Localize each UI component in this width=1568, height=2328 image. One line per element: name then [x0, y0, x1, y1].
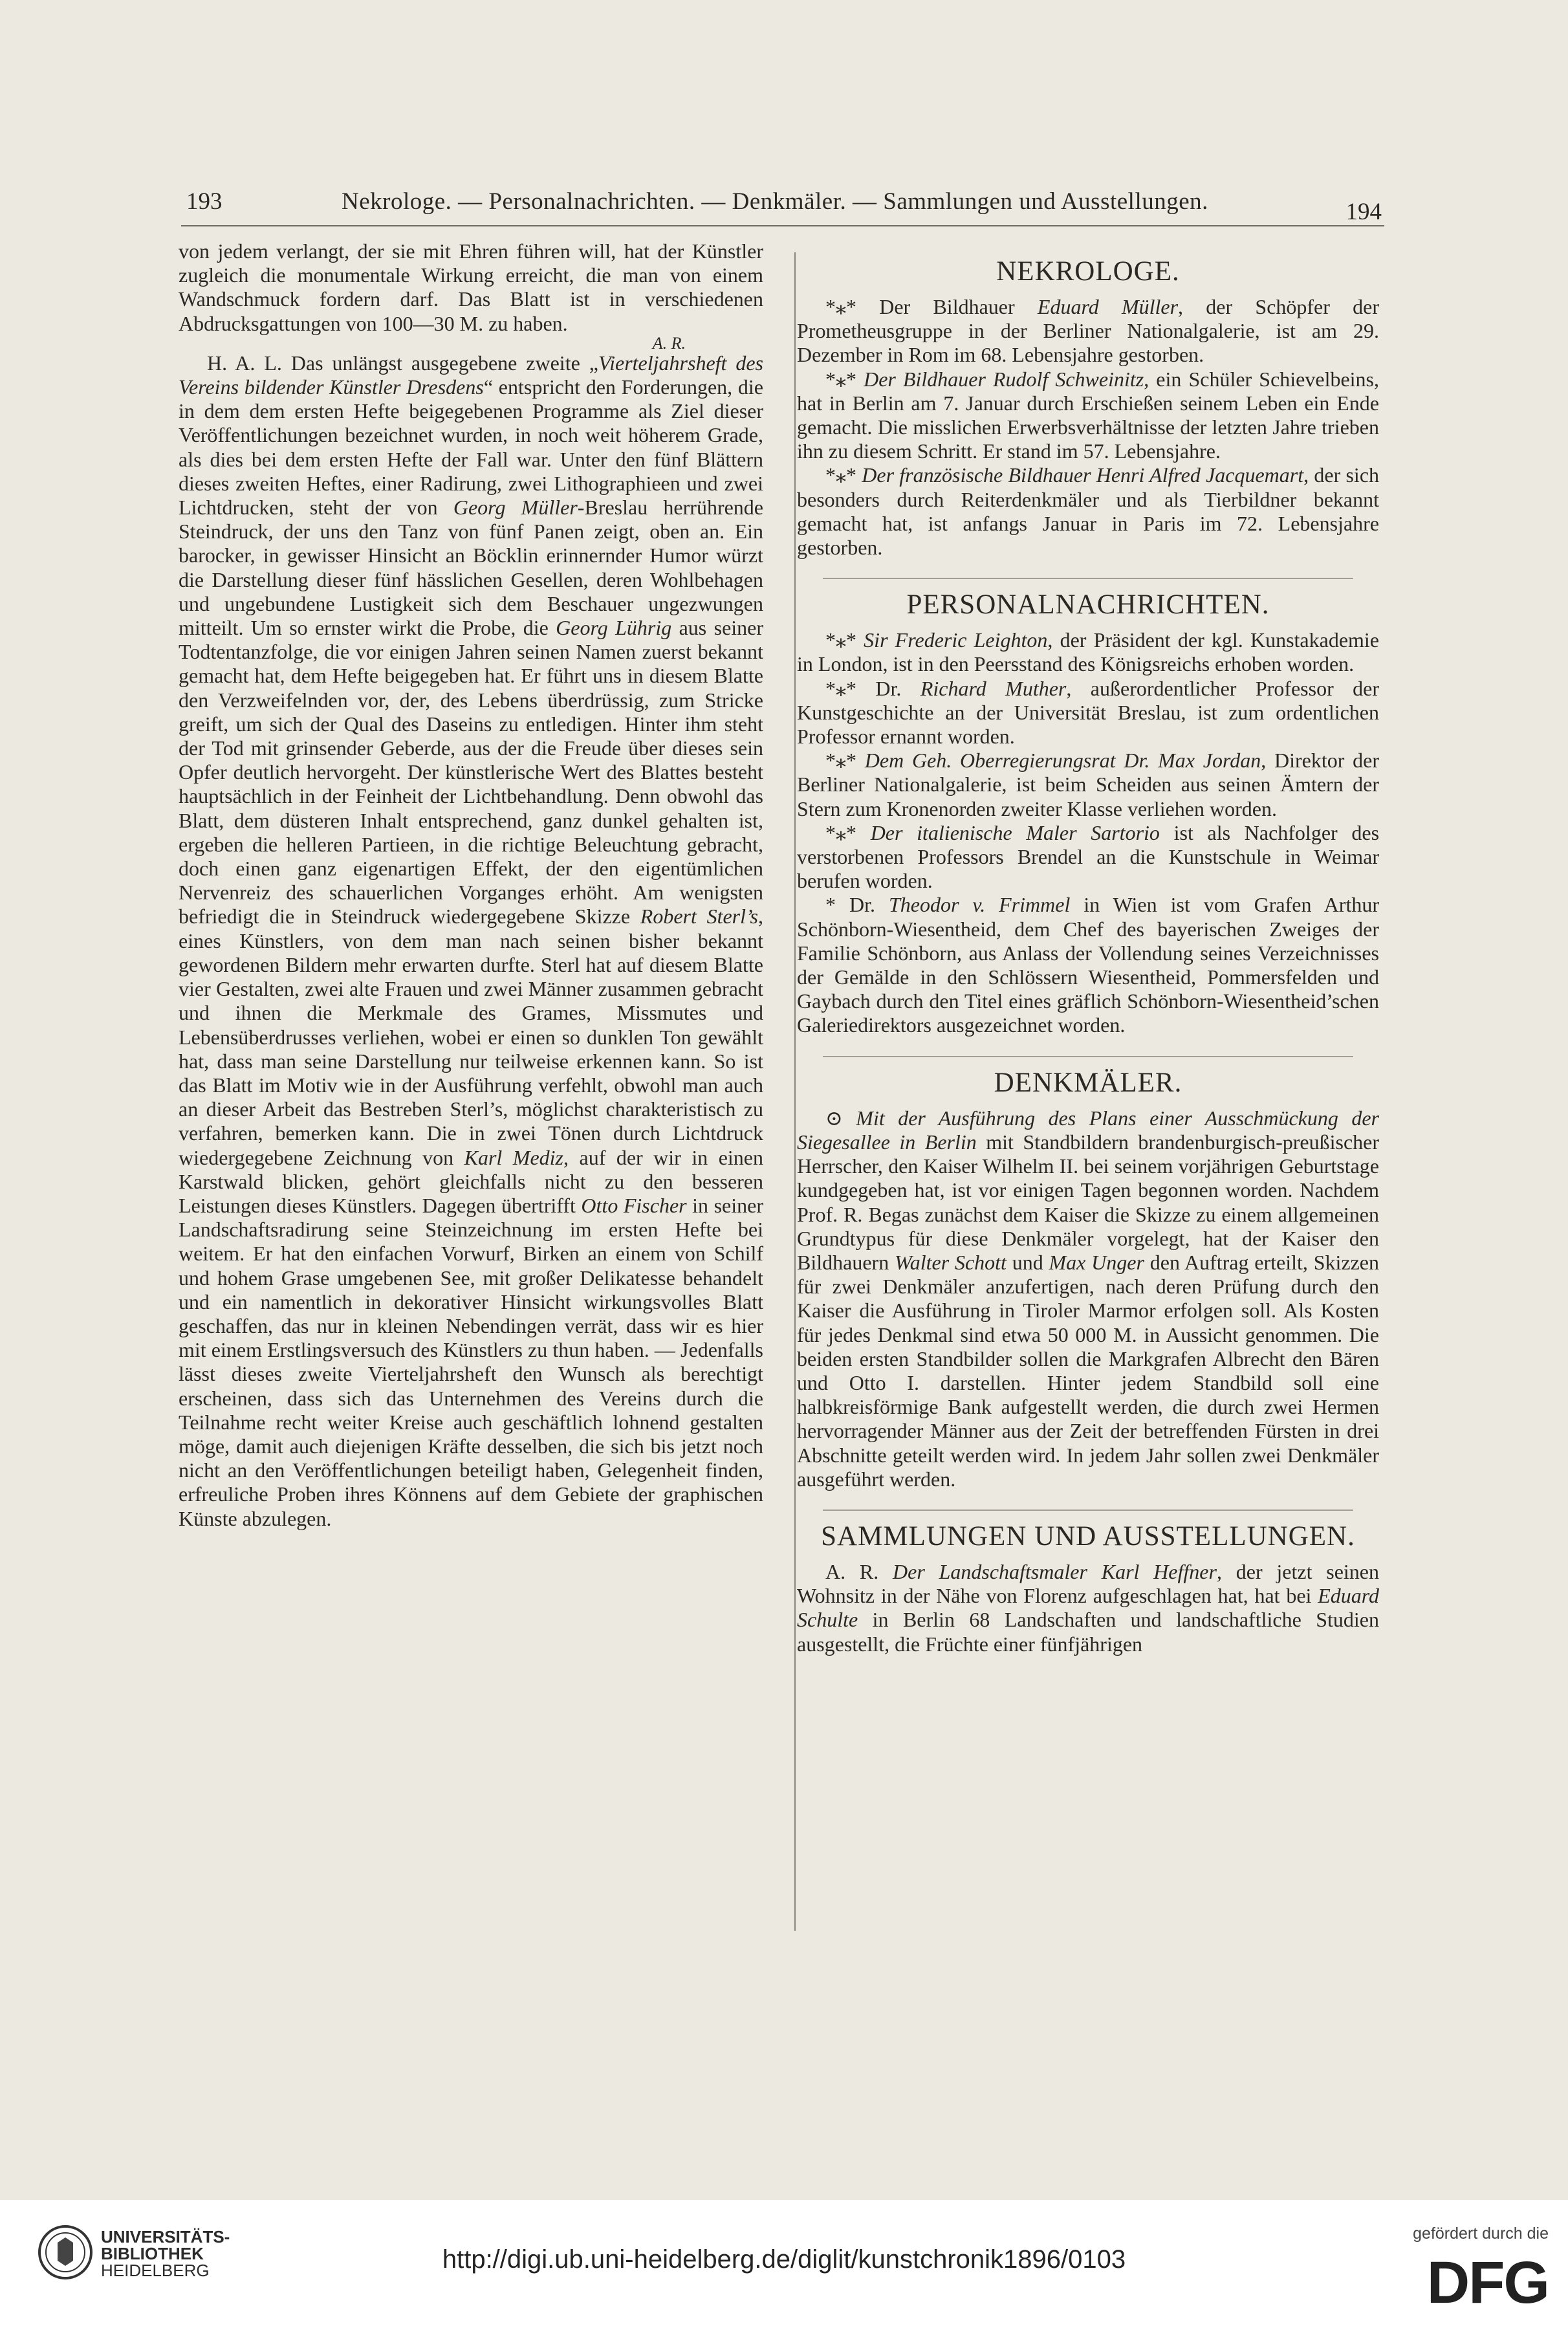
library-name: UNIVERSITÄTS- BIBLIOTHEK HEIDELBERG	[101, 2227, 230, 2280]
paragraph-vierteljahrsheft: H. A. L. Das unlängst ausgegebene zweite „Vierteljahrsheft des Vereins bildender Künstler Dresdens“ entspricht den Forderungen, die in dem dem ersten Hefte beigegebenen Programme als Ziel dieser Veröffentlichungen bezeichnet wurden, in noch weit höherem Grade, als dies bei dem ersten Hefte der Fall war. Unter den fünf Blättern dieses zweiten Heftes, einer Radirung, zwei Lithographieen und zwei Lichtdrucken, steht der von Georg Müller-Breslau herrührende Steindruck, der uns den Tanz von fünf Panen zeigt, oben an. Ein barocker, in gewisser Hinsicht an Böcklin erinnernder Humor würzt die Darstellung dieser fünf hässlichen Gesellen, deren Wohlbehagen und ungebundene Lustigkeit sich dem Beschauer ungezwungen mitteilt. Um so ernster wirkt die Probe, die Georg Lührig aus seiner Todtentanzfolge, die vor einigen Jahren seinen Namen zuerst bekannt gemacht hat, dem Hefte beigegeben hat. Er führt uns in diesem Blatte den Verzweifelnden vor, der, des Lebens überdrüssig, zum Stricke greift, um sich der Qual des Daseins zu entledigen. Hinter ihm steht der Tod mit grinsender Geberde, aus der die Freude über dieses sein Opfer deutlich hervorgeht. Der künstlerische Wert des Blattes besteht hauptsächlich in der Feinheit der Lichtbehandlung. Denn obwohl das Blatt, dem düsteren Inhalt entsprechend, ganz dunkel gehalten ist, ergeben die helleren Partieen, in die richtige Beleuchtung gebracht, doch einen ganz eigenartigen Effekt, der den eigentümlichen Nervenreiz des schauerlichen Vorganges erhöht. Am wenigsten befriedigt die in Steindruck wiedergegebene Skizze Robert Sterl’s, eines Künstlers, von dem man nach seinen bisher bekannt gewordenen Bildern mehr erwarten durfte. Sterl hat auf diesem Blatte vier Gestalten, zwei alte Frauen und zwei Männer zusammen gebracht und ihnen die Merkmale des Grames, Missmutes und Lebensüberdrusses verliehen, wobei er einen so dunklen Ton gewählt hat, dass man seine Darstellung nur teilweise erkennen kann. So ist das Blatt im Motiv wie in der Ausführung verfehlt, obwohl man auch an dieser Arbeit das Bestreben Sterl’s, möglichst charakteristisch zu verfahren, bemerken kann. Die in zwei Tönen durch Lichtdruck wiedergegebene Zeichnung von Karl Mediz, auf der wir in einen Karstwald blicken, gehört gleichfalls nicht zu den besseren Leistungen dieses Künstlers. Dagegen übertrifft Otto Fischer in seiner Landschaftsradirung seine Steinzeichnung im ersten Hefte bei weitem. Er hat den einfachen Vorwurf, Birken an einem von Schilf und hohem Grase umgebenen See, mit großer Delikatesse behandelt und ein namentlich in dekorativer Hinsicht wirkungsvolles Blatt geschaffen, das nur in kleinen Nebendingen verrät, dass wir es hier mit einem Erstlingsversuch des Künstlers zu thun haben. — Jedenfalls lässt dieses zweite Vierteljahrsheft den Wunsch als berechtigt erscheinen, dass sich das Unternehmen des Vereins durch die Teilnahme recht weiter Kreise auch geschäftlich lohnend gestalten möge, damit auch diejenigen Kräfte desselben, die sich bis jetzt noch nicht an den Veröffentlichungen beteiligt haben, Gelegenheit finden, erfreuliche Proben ihres Könnens auf dem Gebiete der graphischen Künste abzulegen.	[179, 351, 764, 1530]
section-title-sammlungen: SAMMLUNGEN UND AUSSTELLUNGEN.	[821, 1521, 1355, 1552]
left-column	[179, 239, 763, 1531]
entry: A. R. Der Landschaftsmaler Karl Heffner, der jetzt seinen Wohnsitz in der Nähe von Florenz aufgeschlagen hat, hat bei Eduard Schulte in Berlin 68 Landschaften und landschaftliche Studien ausgestellt, die Früchte einer fünfjährigen	[797, 1559, 1380, 1656]
section-rule	[823, 1056, 1353, 1057]
section-title-denkmaeler: DENKMÄLER.	[994, 1067, 1182, 1098]
entry: *⁎* Der französische Bildhauer Henri Alfred Jacquemart, der sich besonders durch Reiterdenkmäler und als Tierbildner bekannt gemacht hat, ist anfangs Januar in Paris im 72. Lebensjahre gestorben.	[797, 463, 1380, 560]
dfg-logo: DFG	[1426, 2250, 1549, 2316]
entry: *⁎* Dr. Richard Muther, außerordentlicher Professor der Kunstgeschichte an der Universität Breslau, ist zum ordentlichen Professor ernannt worden.	[797, 676, 1380, 749]
artist-name: Georg Müller	[453, 496, 578, 520]
artist-name: Georg Lührig	[556, 616, 672, 640]
page-number-right: 194	[1345, 199, 1382, 225]
entry: *⁎* Der Bildhauer Rudolf Schweinitz, ein Schüler Schievelbeins, hat in Berlin am 7. Januar durch Erschießen seinem Leben ein Ende gemacht. Die misslichen Erwerbsverhältnisse der letzten Jahre trieben ihn zu diesem Schritt. Er stand im 57. Lebensjahre.	[797, 367, 1380, 463]
section-rule	[823, 578, 1353, 579]
entry: * Dr. Theodor v. Frimmel in Wien ist vom Grafen Arthur Schönborn-Wiesentheid, dem Chef des bayerischen Zweiges der Familie Schönborn, aus Anlass der Vollendung seines Verzeichnisses der Gemälde in den Schlössern Wiesentheid, Pommersfelden und Gaybach durch den Titel eines gräflich Schönborn-Wiesentheid’schen Galeriedirektors ausgezeichnet worden.	[797, 893, 1379, 1037]
artist-name: Robert Sterl’s	[640, 905, 759, 928]
section-title-nekrologe: NEKROLOGE.	[996, 256, 1180, 287]
source-url[interactable]: http://digi.ub.uni-heidelberg.de/diglit/kunstchronik1896/0103	[442, 2245, 1126, 2274]
right-column	[797, 256, 1379, 1656]
digitization-footer	[0, 2200, 1568, 2328]
artist-name: Otto Fischer	[581, 1193, 687, 1217]
running-title: Nekrologe. — Personalnachrichten. — Denkmäler. — Sammlungen und Ausstellungen.	[342, 188, 1208, 215]
entry: *⁎* Dem Geh. Oberregierungsrat Dr. Max Jordan, Direktor der Berliner Nationalgalerie, ist beim Scheiden aus seinen Ämtern der Stern zum Kronenorden zweiter Klasse verliehen worden.	[797, 749, 1380, 820]
entry: *⁎* Der italienische Maler Sartorio ist als Nachfolger des verstorbenen Professors Brendel an die Kunstschule in Weimar berufen worden.	[797, 820, 1380, 893]
artist-name: Karl Mediz	[464, 1145, 563, 1169]
funded-by-label: gefördert durch die	[1413, 2224, 1549, 2243]
page-number-left: 193	[186, 188, 223, 215]
work-title: Vierteljahrsheft des Vereins bildender Künstler Dresdens	[179, 351, 764, 399]
section-title-personalnachrichten: PERSONALNACHRICHTEN.	[906, 589, 1270, 620]
entry: *⁎* Der Bildhauer Eduard Müller, der Schöpfer der Prometheusgruppe in der Berliner Nationalgalerie, ist am 29. Dezember in Rom im 68. Lebensjahre gestorben.	[797, 295, 1380, 367]
entry: *⁎* Sir Frederic Leighton, der Präsident der kgl. Kunstakademie in London, ist in den Peersstand des Königsreichs erhoben worden.	[797, 628, 1380, 676]
page-header	[181, 184, 1384, 226]
section-rule	[823, 1510, 1353, 1511]
column-divider	[794, 252, 796, 1931]
author-signature: A. R.	[652, 333, 686, 353]
entry: ⊙ Mit der Ausführung des Plans einer Ausschmückung der Siegesallee in Berlin mit Standbildern brandenburgisch-preußischer Herrscher, den Kaiser Wilhelm II. bei seinem vorjährigen Geburtstage kundgegeben hat, ist vor einigen Tagen begonnen worden. Nachdem Prof. R. Begas zunächst dem Kaiser die Skizze zu einem allgemeinen Grundtypus für diese Denkmäler vorgelegt, hat der Kaiser den Bildhauern Walter Schott und Max Unger den Auftrag erteilt, Skizzen für zwei Denkmäler anzufertigen, nach deren Prüfung durch den Kaiser die Ausführung in Tiroler Marmor erfolgen soll. Als Kosten für jedes Denkmal sind etwa 50 000 M. in Aussicht genommen. Die beiden ersten Standbilder sollen die Markgrafen Albrecht den Bären und Otto I. darstellen. Hinter jedem Standbild soll eine halbkreisförmige Bank aufgestellt werden, die durch zwei Hermen hervorragender Männer aus der Zeit der betreffenden Fürsten in drei Abschnitte geteilt werden wird. In jedem Jahr sollen zwei Denkmäler ausgeführt werden.	[797, 1106, 1380, 1491]
paragraph-intro: von jedem verlangt, der sie mit Ehren führen will, hat der Künstler zugleich die monumentale Wirkung erreicht, die man von einem Wandschmuck fordern darf. Das Blatt ist in verschiedenen Abdrucksgattungen von 100—30 M. zu haben.	[179, 239, 763, 335]
